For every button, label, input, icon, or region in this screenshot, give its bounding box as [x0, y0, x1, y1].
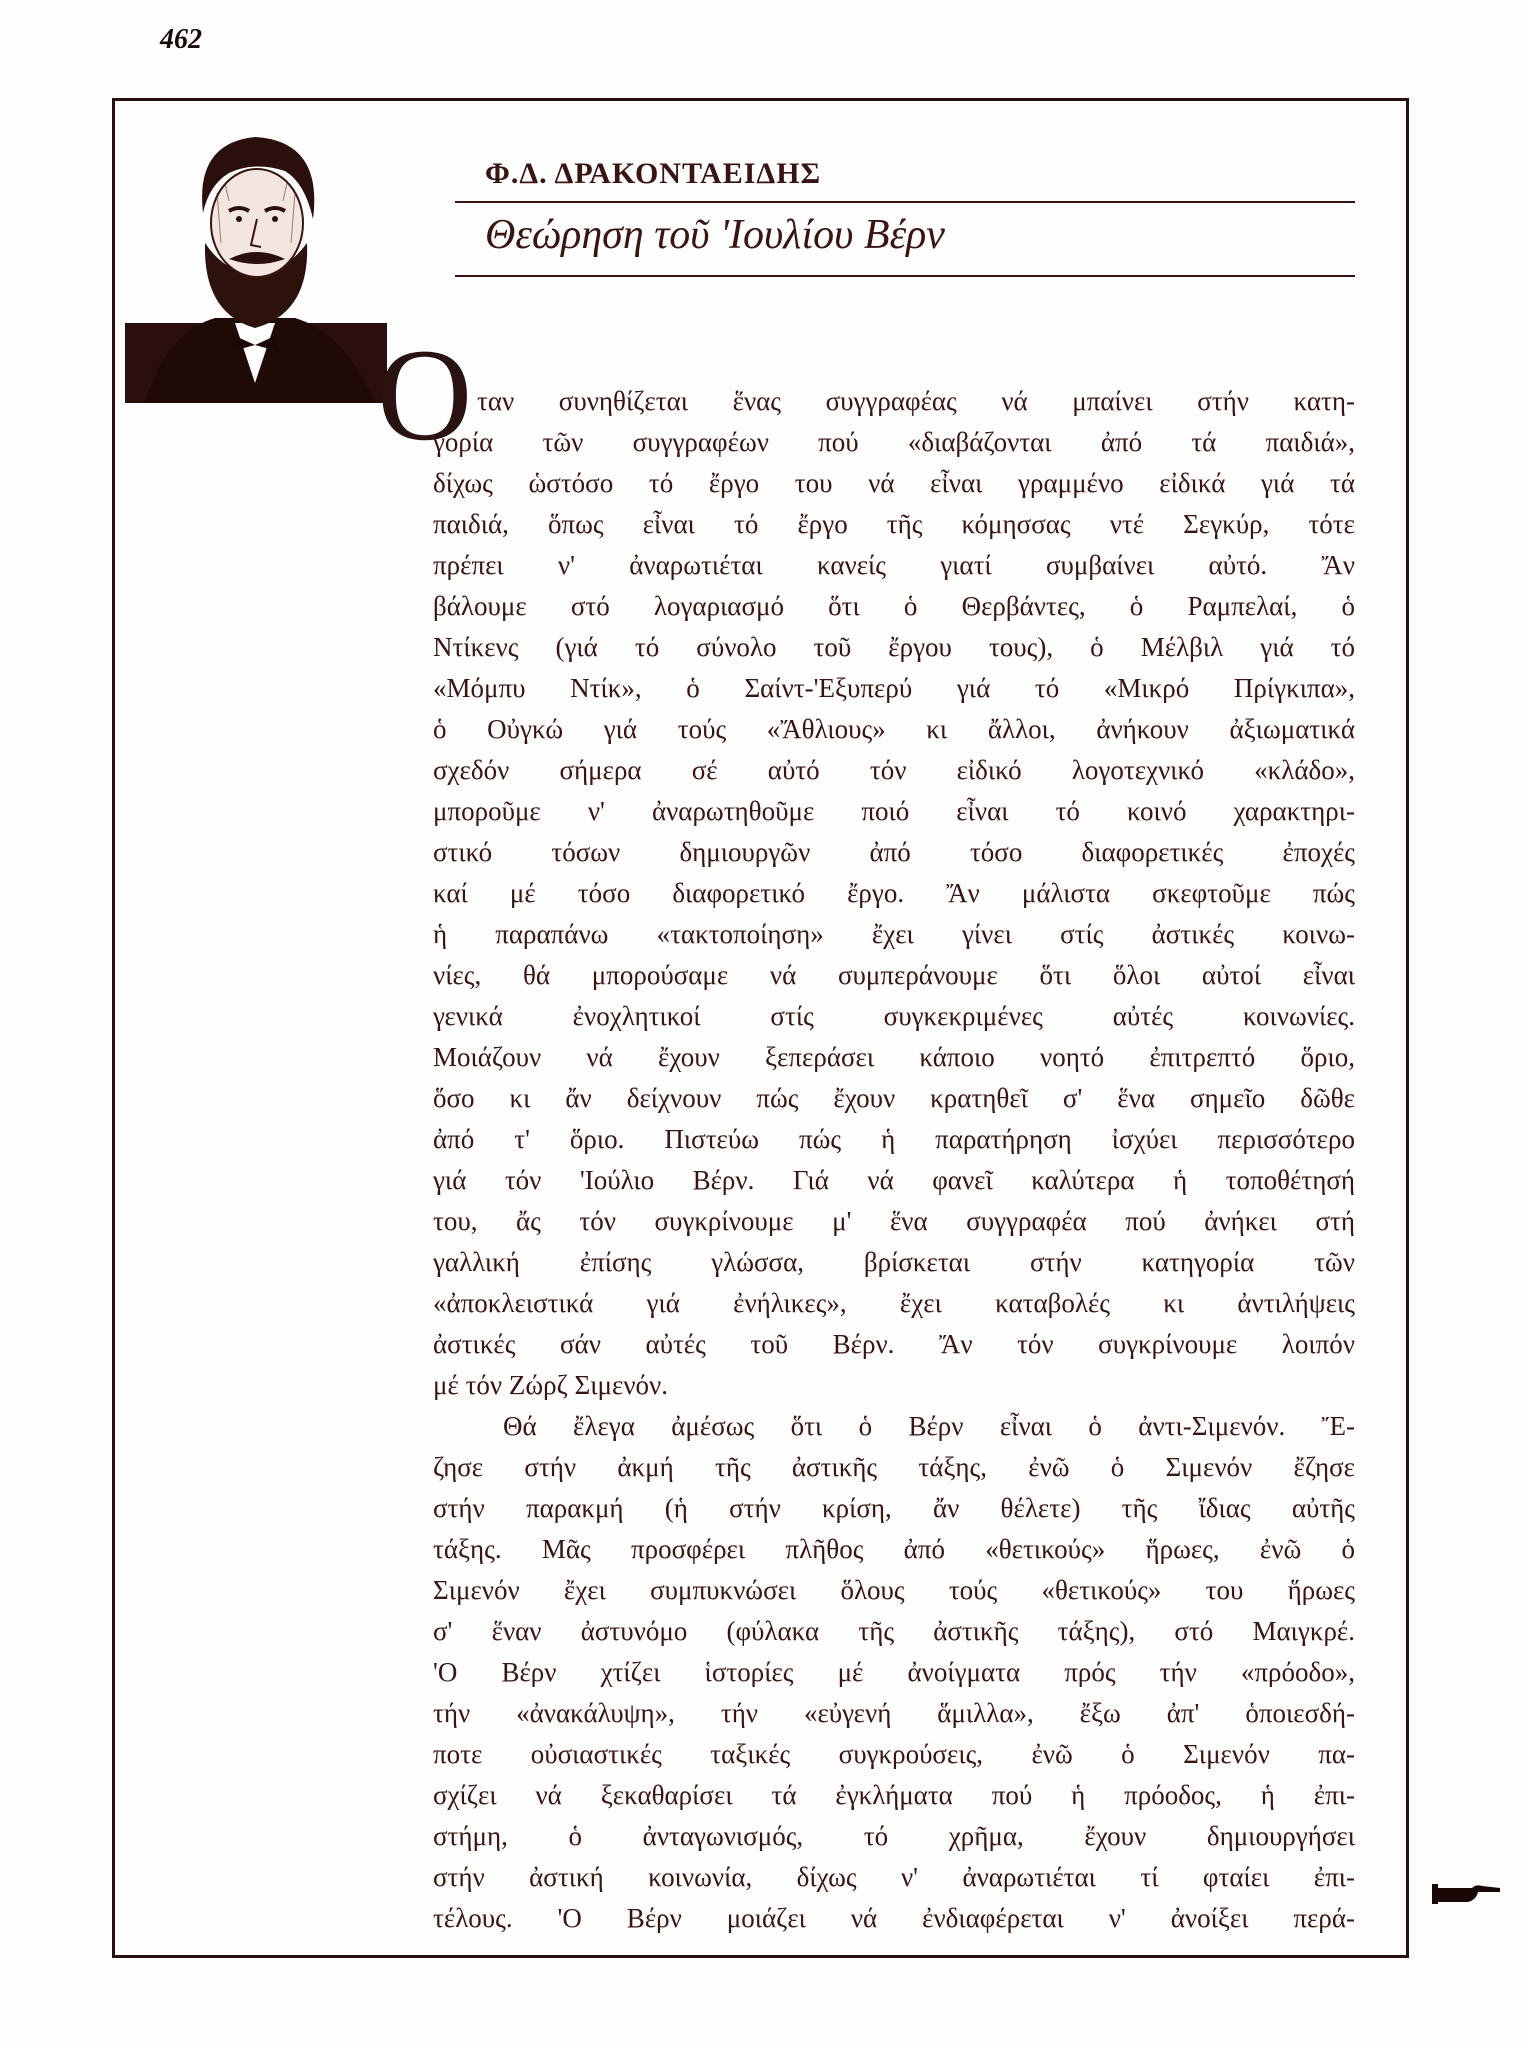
- body-line: ταν συνηθίζεται ἕνας συγγραφέας νά μπαίνει στήν κατη-: [477, 386, 1355, 416]
- article-title: Θεώρηση τοῦ 'Ιουλίου Βέρν: [485, 212, 945, 258]
- body-line: του, ἄς τόν συγκρίνουμε μ' ἕνα συγγραφέα πού ἀνήκει στή: [433, 1206, 1355, 1236]
- body-line: ζησε στήν ἀκμή τῆς ἀστικῆς τάξης, ἐνῶ ὁ Σιμενόν ἔζησε: [433, 1452, 1355, 1482]
- body-line: πρέπει ν' ἀναρωτιέται κανείς γιατί συμβαίνει αὐτό. Ἄν: [433, 550, 1355, 580]
- body-line: τήν «ἀνακάλυψη», τήν «εὐγενή ἅμιλλα», ἔξω ἀπ' ὁποιεσδή-: [433, 1698, 1355, 1728]
- title-rule-top: [455, 201, 1355, 203]
- author-portrait: [125, 123, 387, 403]
- body-line: Ντίκενς (γιά τό σύνολο τοῦ ἔργου τους), ὁ Μέλβιλ γιά τό: [433, 632, 1355, 662]
- body-line: ὅσο κι ἄν δείχνουν πώς ἔχουν κρατηθεῖ σ' ἕνα σημεῖο δῶθε: [433, 1083, 1355, 1113]
- body-line: ἡ παραπάνω «τακτοποίηση» ἔχει γίνει στίς ἀστικές κοινω-: [433, 919, 1355, 949]
- body-line: τέλους. 'Ο Βέρν μοιάζει νά ἐνδιαφέρεται ν' ἀνοίξει περά-: [433, 1903, 1355, 1933]
- article-body: [433, 381, 1355, 1939]
- body-line: γαλλική ἐπίσης γλώσσα, βρίσκεται στήν κατηγορία τῶν: [433, 1247, 1355, 1277]
- pointing-hand-icon: [1432, 1880, 1502, 1906]
- body-line: στήν παρακμή (ἡ στήν κρίση, ἄν θέλετε) τῆς ἴδιας αὐτῆς: [433, 1493, 1355, 1523]
- body-line: σχίζει νά ξεκαθαρίσει τά ἐγκλήματα πού ἡ πρόοδος, ἡ ἐπι-: [433, 1780, 1355, 1810]
- body-line: γενικά ἐνοχλητικοί στίς συγκεκριμένες αὐτές κοινωνίες.: [433, 1001, 1355, 1031]
- body-line: «Μόμπυ Ντίκ», ὁ Σαίντ-'Εξυπερύ γιά τό «Μικρό Πρίγκιπα»,: [433, 673, 1355, 703]
- body-line: μποροῦμε ν' ἀναρωτηθοῦμε ποιό εἶναι τό κοινό χαρακτηρι-: [433, 796, 1355, 826]
- body-line: στήν ἀστική κοινωνία, δίχως ν' ἀναρωτιέται τί φταίει ἐπι-: [433, 1862, 1355, 1892]
- title-rule-bottom: [455, 275, 1355, 277]
- body-line: Μοιάζουν νά ἔχουν ξεπεράσει κάποιο νοητό ἐπιτρεπτό ὅριο,: [433, 1042, 1355, 1072]
- body-line: «ἀποκλειστικά γιά ἐνήλικες», ἔχει καταβολές κι ἀντιλήψεις: [433, 1288, 1355, 1318]
- drop-cap: Ο: [377, 321, 473, 468]
- body-line: ποτε οὐσιαστικές ταξικές συγκρούσεις, ἐνῶ ὁ Σιμενόν πα-: [433, 1739, 1355, 1769]
- page-number: 462: [160, 24, 202, 55]
- body-line: μέ τόν Ζώρζ Σιμενόν.: [433, 1370, 668, 1400]
- body-line: στήμη, ὁ ἀνταγωνισμός, τό χρῆμα, ἔχουν δημιουργήσει: [433, 1821, 1355, 1851]
- body-line: βάλουμε στό λογαριασμό ὅτι ὁ Θερβάντες, ὁ Ραμπελαί, ὁ: [433, 591, 1355, 621]
- body-line: δίχως ὡστόσο τό ἔργο του νά εἶναι γραμμένο εἰδικά γιά τά: [433, 468, 1355, 498]
- body-line: γιά τόν 'Ιούλιο Βέρν. Γιά νά φανεῖ καλύτερα ἡ τοποθέτησή: [433, 1165, 1355, 1195]
- body-line: στικό τόσων δημιουργῶν ἀπό τόσο διαφορετικές ἐποχές: [433, 837, 1355, 867]
- article-frame: [112, 98, 1409, 1958]
- body-line: ἀστικές σάν αὐτές τοῦ Βέρν. Ἄν τόν συγκρίνουμε λοιπόν: [433, 1329, 1355, 1359]
- body-line: 'Ο Βέρν χτίζει ἱστορίες μέ ἀνοίγματα πρός τήν «πρόοδο»,: [433, 1657, 1355, 1687]
- body-line: καί μέ τόσο διαφορετικό ἔργο. Ἄν μάλιστα σκεφτοῦμε πώς: [433, 878, 1355, 908]
- author-name: Φ.Δ. ΔΡΑΚΟΝΤΑΕΙΔΗΣ: [485, 157, 822, 190]
- body-line: Θά ἔλεγα ἀμέσως ὅτι ὁ Βέρν εἶναι ὁ ἀντι-Σιμενόν. Ἔ-: [503, 1411, 1355, 1441]
- body-line: σ' ἕναν ἀστυνόμο (φύλακα τῆς ἀστικῆς τάξης), στό Μαιγκρέ.: [433, 1616, 1355, 1646]
- body-line: νίες, θά μπορούσαμε νά συμπεράνουμε ὅτι ὅλοι αὐτοί εἶναι: [433, 960, 1355, 990]
- body-line: ὁ Οὐγκώ γιά τούς «Ἄθλιους» κι ἄλλοι, ἀνήκουν ἀξιωματικά: [433, 714, 1355, 744]
- body-line: ἀπό τ' ὅριο. Πιστεύω πώς ἡ παρατήρηση ἰσχύει περισσότερο: [433, 1124, 1355, 1154]
- body-line: παιδιά, ὅπως εἶναι τό ἔργο τῆς κόμησσας ντέ Σεγκύρ, τότε: [433, 509, 1355, 539]
- body-line: τάξης. Μᾶς προσφέρει πλῆθος ἀπό «θετικούς» ἥρωες, ἐνῶ ὁ: [433, 1534, 1355, 1564]
- body-line: Σιμενόν ἔχει συμπυκνώσει ὅλους τούς «θετικούς» του ἥρωες: [433, 1575, 1355, 1605]
- body-line: σχεδόν σήμερα σέ αὐτό τόν εἰδικό λογοτεχνικό «κλάδο»,: [433, 755, 1355, 785]
- body-line: γορία τῶν συγγραφέων πού «διαβάζονται ἀπό τά παιδιά»,: [433, 427, 1355, 457]
